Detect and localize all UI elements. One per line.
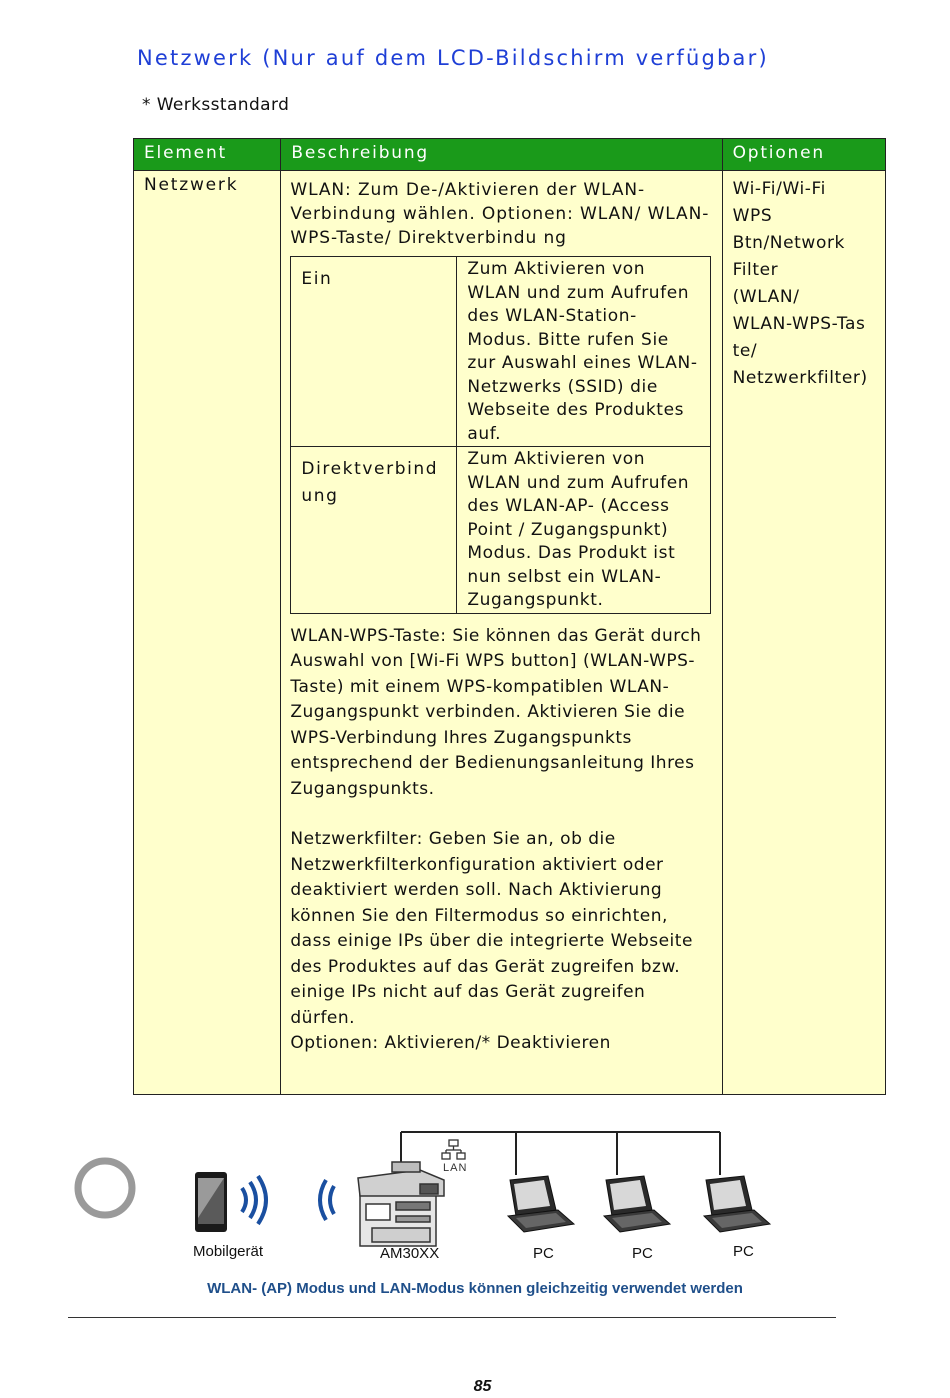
- option-line: WPS: [732, 206, 773, 226]
- table-header-row: [134, 139, 886, 171]
- printer-label: AM30XX: [380, 1245, 440, 1262]
- lan-icon: [442, 1140, 465, 1159]
- network-settings-table: [133, 138, 886, 1095]
- pc-label: PC: [533, 1245, 554, 1262]
- laptop-icon: [704, 1176, 770, 1232]
- pc-label: PC: [632, 1245, 653, 1262]
- page-heading: Netzwerk (Nur auf dem LCD-Bildschirm verfügbar): [137, 46, 769, 70]
- option-line: WLAN-WPS-Tas: [732, 314, 866, 334]
- option-line: te/: [732, 341, 758, 361]
- lan-label: LAN: [443, 1162, 468, 1174]
- wps-button-text: WLAN-WPS-Taste: Sie können das Gerät durch Auswahl von [Wi-Fi WPS button] (WLAN-WPS-Taste) mit einem WPS-kompatiblen WLAN-Zugangspunkt verbinden. Aktivieren Sie die WPS-Verbindung Ihres Zugangspunkts entsprechend der Bedienungsanleitung Ihres Zugangspunkts.: [290, 625, 702, 799]
- mode-key: Ein: [291, 257, 457, 447]
- mode-value: Zum Aktivieren von WLAN und zum Aufrufen des WLAN-Station-Modus. Bitte rufen Sie zur Auswahl eines WLAN-Netzwerks (SSID) die Webseite des Produktes auf.: [457, 257, 711, 447]
- pc-label: PC: [733, 1243, 754, 1260]
- option-line: Btn/Network: [732, 233, 845, 253]
- mobile-device-icon: [195, 1172, 227, 1232]
- mode-key: Direktverbind ung: [291, 447, 457, 614]
- header-element: Element: [134, 139, 281, 171]
- element-cell: Netzwerk: [134, 171, 281, 1095]
- header-options: Optionen: [722, 139, 885, 171]
- network-filter-text: Netzwerkfilter: Geben Sie an, ob die Netzwerkfilterkonfiguration aktiviert oder deaktiviert werden soll. Nach Aktivierung können Sie den Filtermodus so einrichten, dass einige IPs über die integrierte Webseite des Produktes auf das Gerät zugreifen bzw. einige IPs nicht auf das Gerät zugreifen dürfen.: [290, 829, 693, 1028]
- wlan-intro-text: WLAN: Zum De-/Aktivieren der WLAN-Verbindung wählen. Optionen: WLAN/ WLAN-WPS-Taste/ Direktverbindu ng: [290, 180, 710, 248]
- description-cell: [281, 171, 722, 1095]
- subtable-row: [291, 447, 711, 614]
- header-description: Beschreibung: [281, 139, 722, 171]
- option-line: Netzwerkfilter): [732, 368, 868, 388]
- wlan-mode-subtable: [290, 256, 711, 614]
- footer-divider: [68, 1317, 836, 1318]
- option-line: Filter: [732, 260, 779, 280]
- factory-default-note: * Werksstandard: [142, 95, 290, 115]
- laptop-icon: [508, 1176, 574, 1232]
- table-row: [134, 171, 886, 1095]
- wifi-signal-icon: [242, 1176, 266, 1224]
- network-filter-options: Optionen: Aktivieren/* Deaktivieren: [290, 1033, 611, 1053]
- option-line: (WLAN/: [732, 287, 800, 307]
- network-diagram: [0, 1120, 950, 1290]
- option-line: Wi-Fi/Wi-Fi: [732, 179, 827, 199]
- diagram-caption: WLAN- (AP) Modus und LAN-Modus können gleichzeitig verwendet werden: [207, 1280, 743, 1297]
- page-number: 85: [473, 1378, 492, 1395]
- wifi-signal-icon: [320, 1180, 334, 1220]
- printer-icon: [358, 1162, 444, 1246]
- laptop-icon: [604, 1176, 670, 1232]
- mobile-device-label: Mobilgerät: [193, 1243, 264, 1260]
- subtable-row: [291, 257, 711, 447]
- options-cell: [722, 171, 885, 1095]
- mode-value: Zum Aktivieren von WLAN und zum Aufrufen des WLAN-AP- (Access Point / Zugangspunkt) Modus. Das Produkt ist nun selbst ein WLAN-Zugangspunkt.: [457, 447, 711, 614]
- circle-symbol: [78, 1161, 132, 1215]
